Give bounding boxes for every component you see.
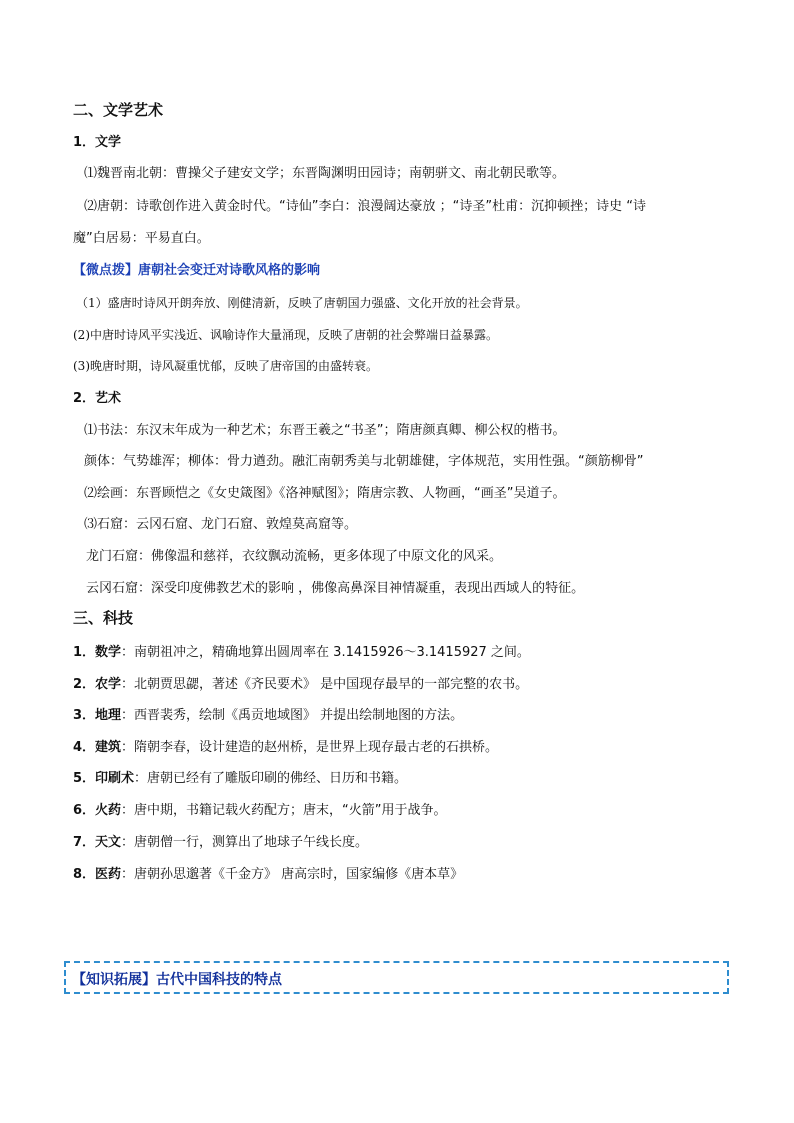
tech-label: 3．地理 xyxy=(73,708,122,723)
tech-text: ：西晋裴秀，绘制《禹贡地域图》 并提出绘制地图的方法。 xyxy=(121,708,464,723)
knowledge-expand-title: 【知识拓展】古代中国科技的特点 xyxy=(72,972,282,988)
tech-item-printing xyxy=(73,770,407,788)
tech-label: 1．数学 xyxy=(73,645,122,660)
section-title-technology: 三、科技 xyxy=(73,609,134,627)
tech-label: 7．天文 xyxy=(73,835,122,850)
art-yungang: 云冈石窟：深受印度佛教艺术的影响 ，佛像高鼻深目神情凝重，表现出西域人的特征。 xyxy=(86,581,585,596)
tech-item-astronomy xyxy=(73,834,368,852)
tech-text: ：唐朝已经有了雕版印刷的佛经、日历和书籍。 xyxy=(134,771,408,786)
art-calligraphy-note: 颜体：气势雄浑；柳体：骨力遒劲。融汇南朝秀美与北朝雄健，字体规范，实用性强。“颜筋柳骨” xyxy=(84,454,644,469)
literature-item-1: ⑴魏晋南北朝：曹操父子建安文学；东晋陶渊明田园诗；南朝骈文、南北朝民歌等。 xyxy=(84,166,566,181)
literature-item-2-line-2: 魔”白居易：平易直白。 xyxy=(73,231,210,246)
literature-item-2-line-1: ⑵唐朝：诗歌创作进入黄金时代。“诗仙”李白：浪漫阔达豪放 ；“诗圣”杜甫：沉抑顿挫；诗史 “诗 xyxy=(84,199,646,214)
art-longmen: 龙门石窟：佛像温和慈祥，衣纹飘动流畅，更多体现了中原文化的风采。 xyxy=(86,549,503,564)
tech-item-agronomy xyxy=(73,676,528,694)
tech-item-medicine xyxy=(73,866,463,884)
tech-text: ：唐朝孙思邈著《千金方》 唐高宗时，国家编修《唐本草》 xyxy=(121,867,464,882)
art-grottoes: ⑶石窟：云冈石窟、龙门石窟、敦煌莫高窟等。 xyxy=(84,517,358,532)
tip-label: 【微点拨】唐朝社会变迁对诗歌风格的影响 xyxy=(73,263,321,278)
tech-text: ：隋朝李春，设计建造的赵州桥，是世界上现存最古老的石拱桥。 xyxy=(121,740,499,755)
art-calligraphy: ⑴书法：东汉末年成为一种艺术；东晋王羲之“书圣”；隋唐颜真卿、柳公权的楷书。 xyxy=(84,423,566,438)
heading-literature: 1．文学 xyxy=(73,135,122,150)
tip-item-2: (2)中唐时诗风平实浅近、讽喻诗作大量涌现，反映了唐朝的社会弊端日益暴露。 xyxy=(73,328,499,342)
tip-item-3: (3)晚唐时期，诗风凝重忧郁，反映了唐帝国的由盛转衰。 xyxy=(73,359,379,373)
tech-label: 8．医药 xyxy=(73,867,122,882)
tech-label: 6．火药 xyxy=(73,803,122,818)
tech-label: 4．建筑 xyxy=(73,740,122,755)
tech-text: ：南朝祖冲之，精确地算出圆周率在 3.1415926～3.1415927 之间。 xyxy=(121,645,530,660)
tech-item-math xyxy=(73,644,530,662)
knowledge-expand-box xyxy=(64,961,729,994)
tech-item-geography xyxy=(73,707,463,725)
section-title-literature-art: 二、文学艺术 xyxy=(73,101,164,119)
tip-item-1: （1）盛唐时诗风开朗奔放、刚健清新，反映了唐朝国力强盛、文化开放的社会背景。 xyxy=(76,296,528,310)
tech-item-architecture xyxy=(73,739,498,757)
tech-label: 2．农学 xyxy=(73,677,122,692)
art-painting: ⑵绘画：东晋顾恺之《女史箴图》《洛神赋图》；隋唐宗教、人物画，“画圣”吴道子。 xyxy=(84,486,566,501)
tech-text: ：唐朝僧一行，测算出了地球子午线长度。 xyxy=(121,835,369,850)
heading-art: 2．艺术 xyxy=(73,391,122,406)
tech-label: 5．印刷术 xyxy=(73,771,135,786)
tech-text: ：唐中期，书籍记载火药配方；唐末，“火箭”用于战争。 xyxy=(121,803,447,818)
tech-item-gunpowder xyxy=(73,802,447,820)
tech-text: ：北朝贾思勰，著述《齐民要术》 是中国现存最早的一部完整的农书。 xyxy=(121,677,529,692)
